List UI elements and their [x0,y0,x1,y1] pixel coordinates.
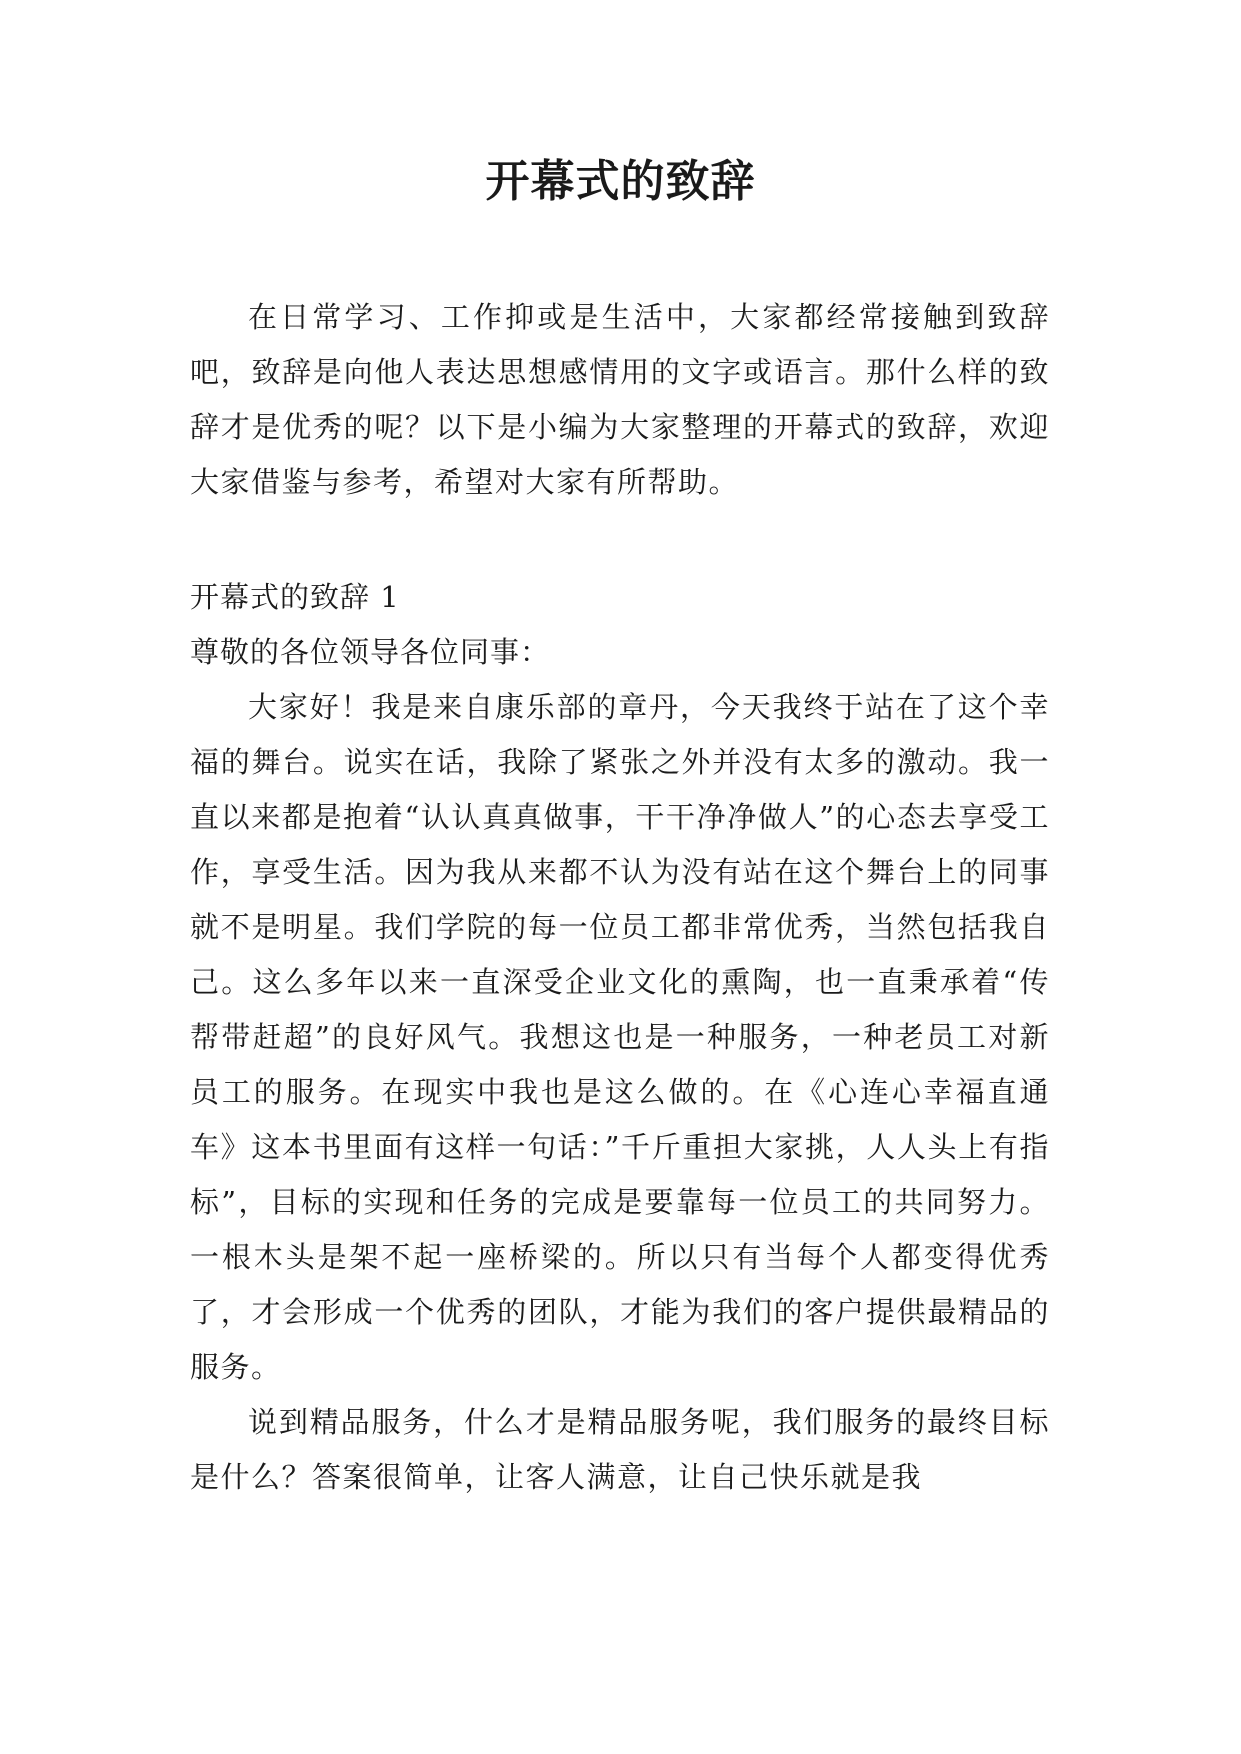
intro-paragraph: 在日常学习、工作抑或是生活中，大家都经常接触到致辞吧，致辞是向他人表达思想感情用的文字或语言。那什么样的致辞才是优秀的呢？以下是小编为大家整理的开幕式的致辞，欢迎大家借鉴与参考，希望对大家有所帮助。 [190,300,1050,499]
document-title: 开幕式的致辞 [485,156,756,207]
body-paragraph-2: 说到精品服务，什么才是精品服务呢，我们服务的最终目标是什么？答案很简单，让客人满意，让自己快乐就是我 [190,1405,1050,1494]
document-body [190,290,1050,1505]
section-heading: 开幕式的致辞 1 [190,580,400,614]
paragraph-spacer [190,510,1050,570]
salutation: 尊敬的各位领导各位同事： [190,635,551,669]
body-paragraph-1: 大家好！我是来自康乐部的章丹，今天我终于站在了这个幸福的舞台。说实在话，我除了紧张之外并没有太多的激动。我一直以来都是抱着“认认真真做事，干干净净做人”的心态去享受工作，享受生活。因为我从来都不认为没有站在这个舞台上的同事就不是明星。我们学院的每一位员工都非常优秀，当然包括我自己。这么多年以来一直深受企业文化的熏陶，也一直秉承着“传帮带赶超”的良好风气。我想这也是一种服务，一种老员工对新员工的服务。在现实中我也是这么做的。在《心连心幸福直通车》这本书里面有这样一句话：”千斤重担大家挑，人人头上有指标”，目标的实现和任务的完成是要靠每一位员工的共同努力。一根木头是架不起一座桥梁的。所以只有当每个人都变得优秀了，才会形成一个优秀的团队，才能为我们的客户提供最精品的服务。 [190,690,1050,1384]
